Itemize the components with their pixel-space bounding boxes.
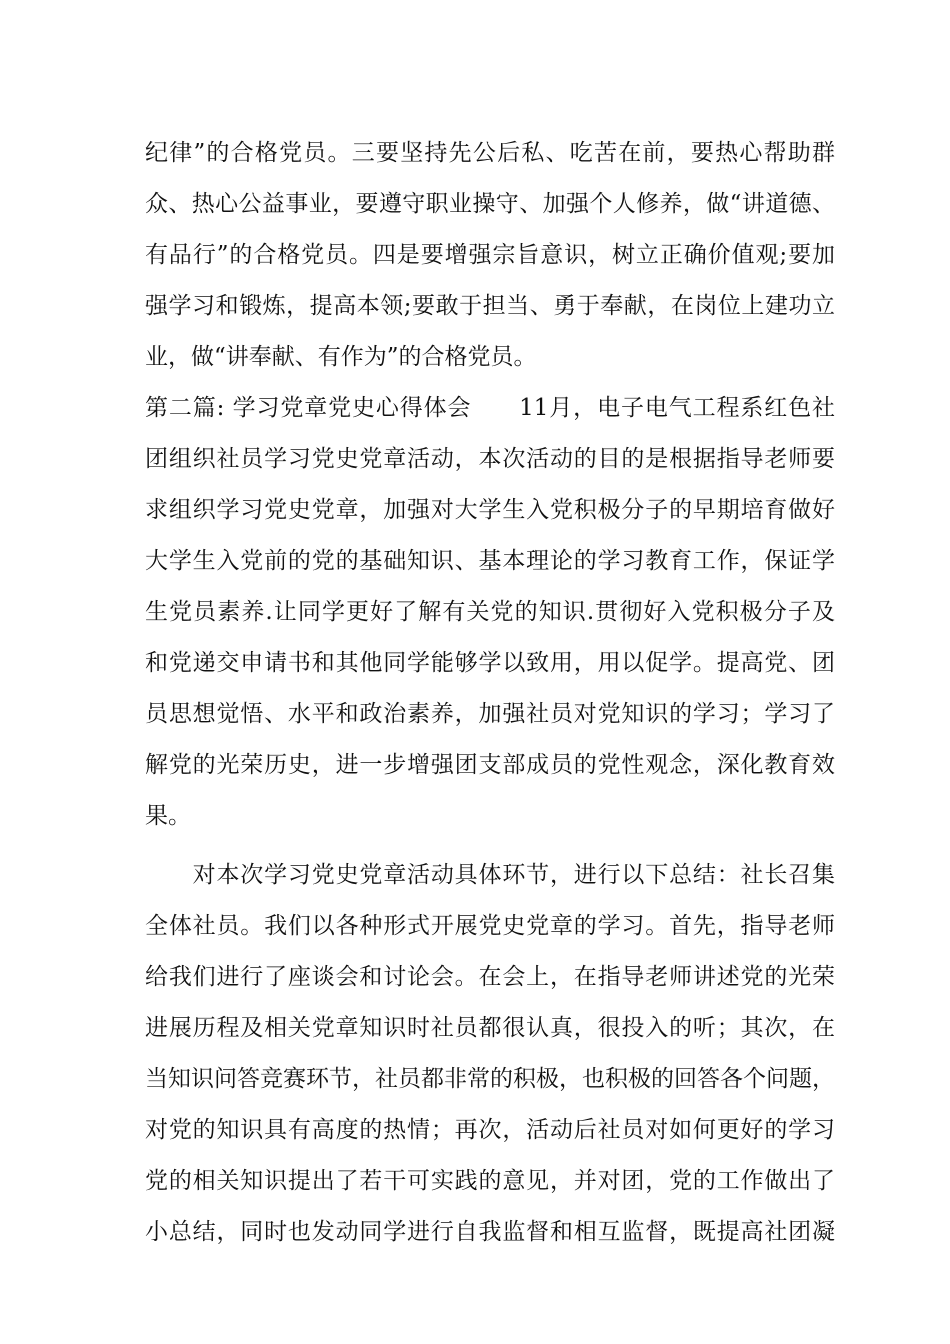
text-line: 对党的知识具有高度的热情；再次，活动后社员对如何更好的学习 <box>145 1117 835 1143</box>
text-line: 当知识问答竞赛环节，社员都非常的积极，也积极的回答各个问题， <box>145 1066 835 1092</box>
text-line: 给我们进行了座谈会和讨论会。在会上，在指导老师讲述党的光荣 <box>145 964 835 990</box>
text-line: 团组织社员学习党史党章活动，本次活动的目的是根据指导老师要 <box>145 446 835 472</box>
text-line: 全体社员。我们以各种形式开展党史党章的学习。首先，指导老师 <box>145 913 835 939</box>
text-line: 党的相关知识提出了若干可实践的意见，并对团，党的工作做出了 <box>145 1168 835 1194</box>
text-line: 业，做“讲奉献、有作为”的合格党员。 <box>145 344 537 370</box>
paragraph-spacer <box>145 842 835 850</box>
text-line: 纪律”的合格党员。三要坚持先公后私、吃苦在前，要热心帮助群 <box>145 140 835 166</box>
text-line: 和党递交申请书和其他同学能够学以致用，用以促学。提高党、团 <box>145 650 835 676</box>
text-line: 众、热心公益事业，要遵守职业操守、加强个人修养，做“讲道德、 <box>145 191 835 217</box>
text-line: 解党的光荣历史，进一步增强团支部成员的党性观念，深化教育效 <box>145 752 835 778</box>
text-line: 强学习和锻炼，提高本领;要敢于担当、勇于奉献，在岗位上建功立 <box>145 293 835 319</box>
text-line: 生党员素养.让同学更好了解有关党的知识.贯彻好入党积极分子及 <box>145 599 835 625</box>
text-line: 员思想觉悟、水平和政治素养，加强社员对党知识的学习；学习了 <box>145 701 835 727</box>
text-line: 进展历程及相关党章知识时社员都很认真，很投入的听；其次，在 <box>145 1015 835 1041</box>
text-line: 有品行”的合格党员。四是要增强宗旨意识，树立正确价值观;要加 <box>145 242 835 268</box>
text-line: 大学生入党前的党的基础知识、基本理论的学习教育工作，保证学 <box>145 548 835 574</box>
text-line: 果。 <box>145 803 191 829</box>
text-line: 对本次学习党史党章活动具体环节，进行以下总结：社长召集 <box>145 862 835 888</box>
text-line: 求组织学习党史党章，加强对大学生入党积极分子的早期培育做好 <box>145 497 835 523</box>
document-body <box>145 128 835 1258</box>
section-heading-line: 第二篇: 学习党章党史心得体会 11月，电子电气工程系红色社 <box>145 395 835 421</box>
text-line: 小总结，同时也发动同学进行自我监督和相互监督，既提高社团凝 <box>145 1219 835 1245</box>
